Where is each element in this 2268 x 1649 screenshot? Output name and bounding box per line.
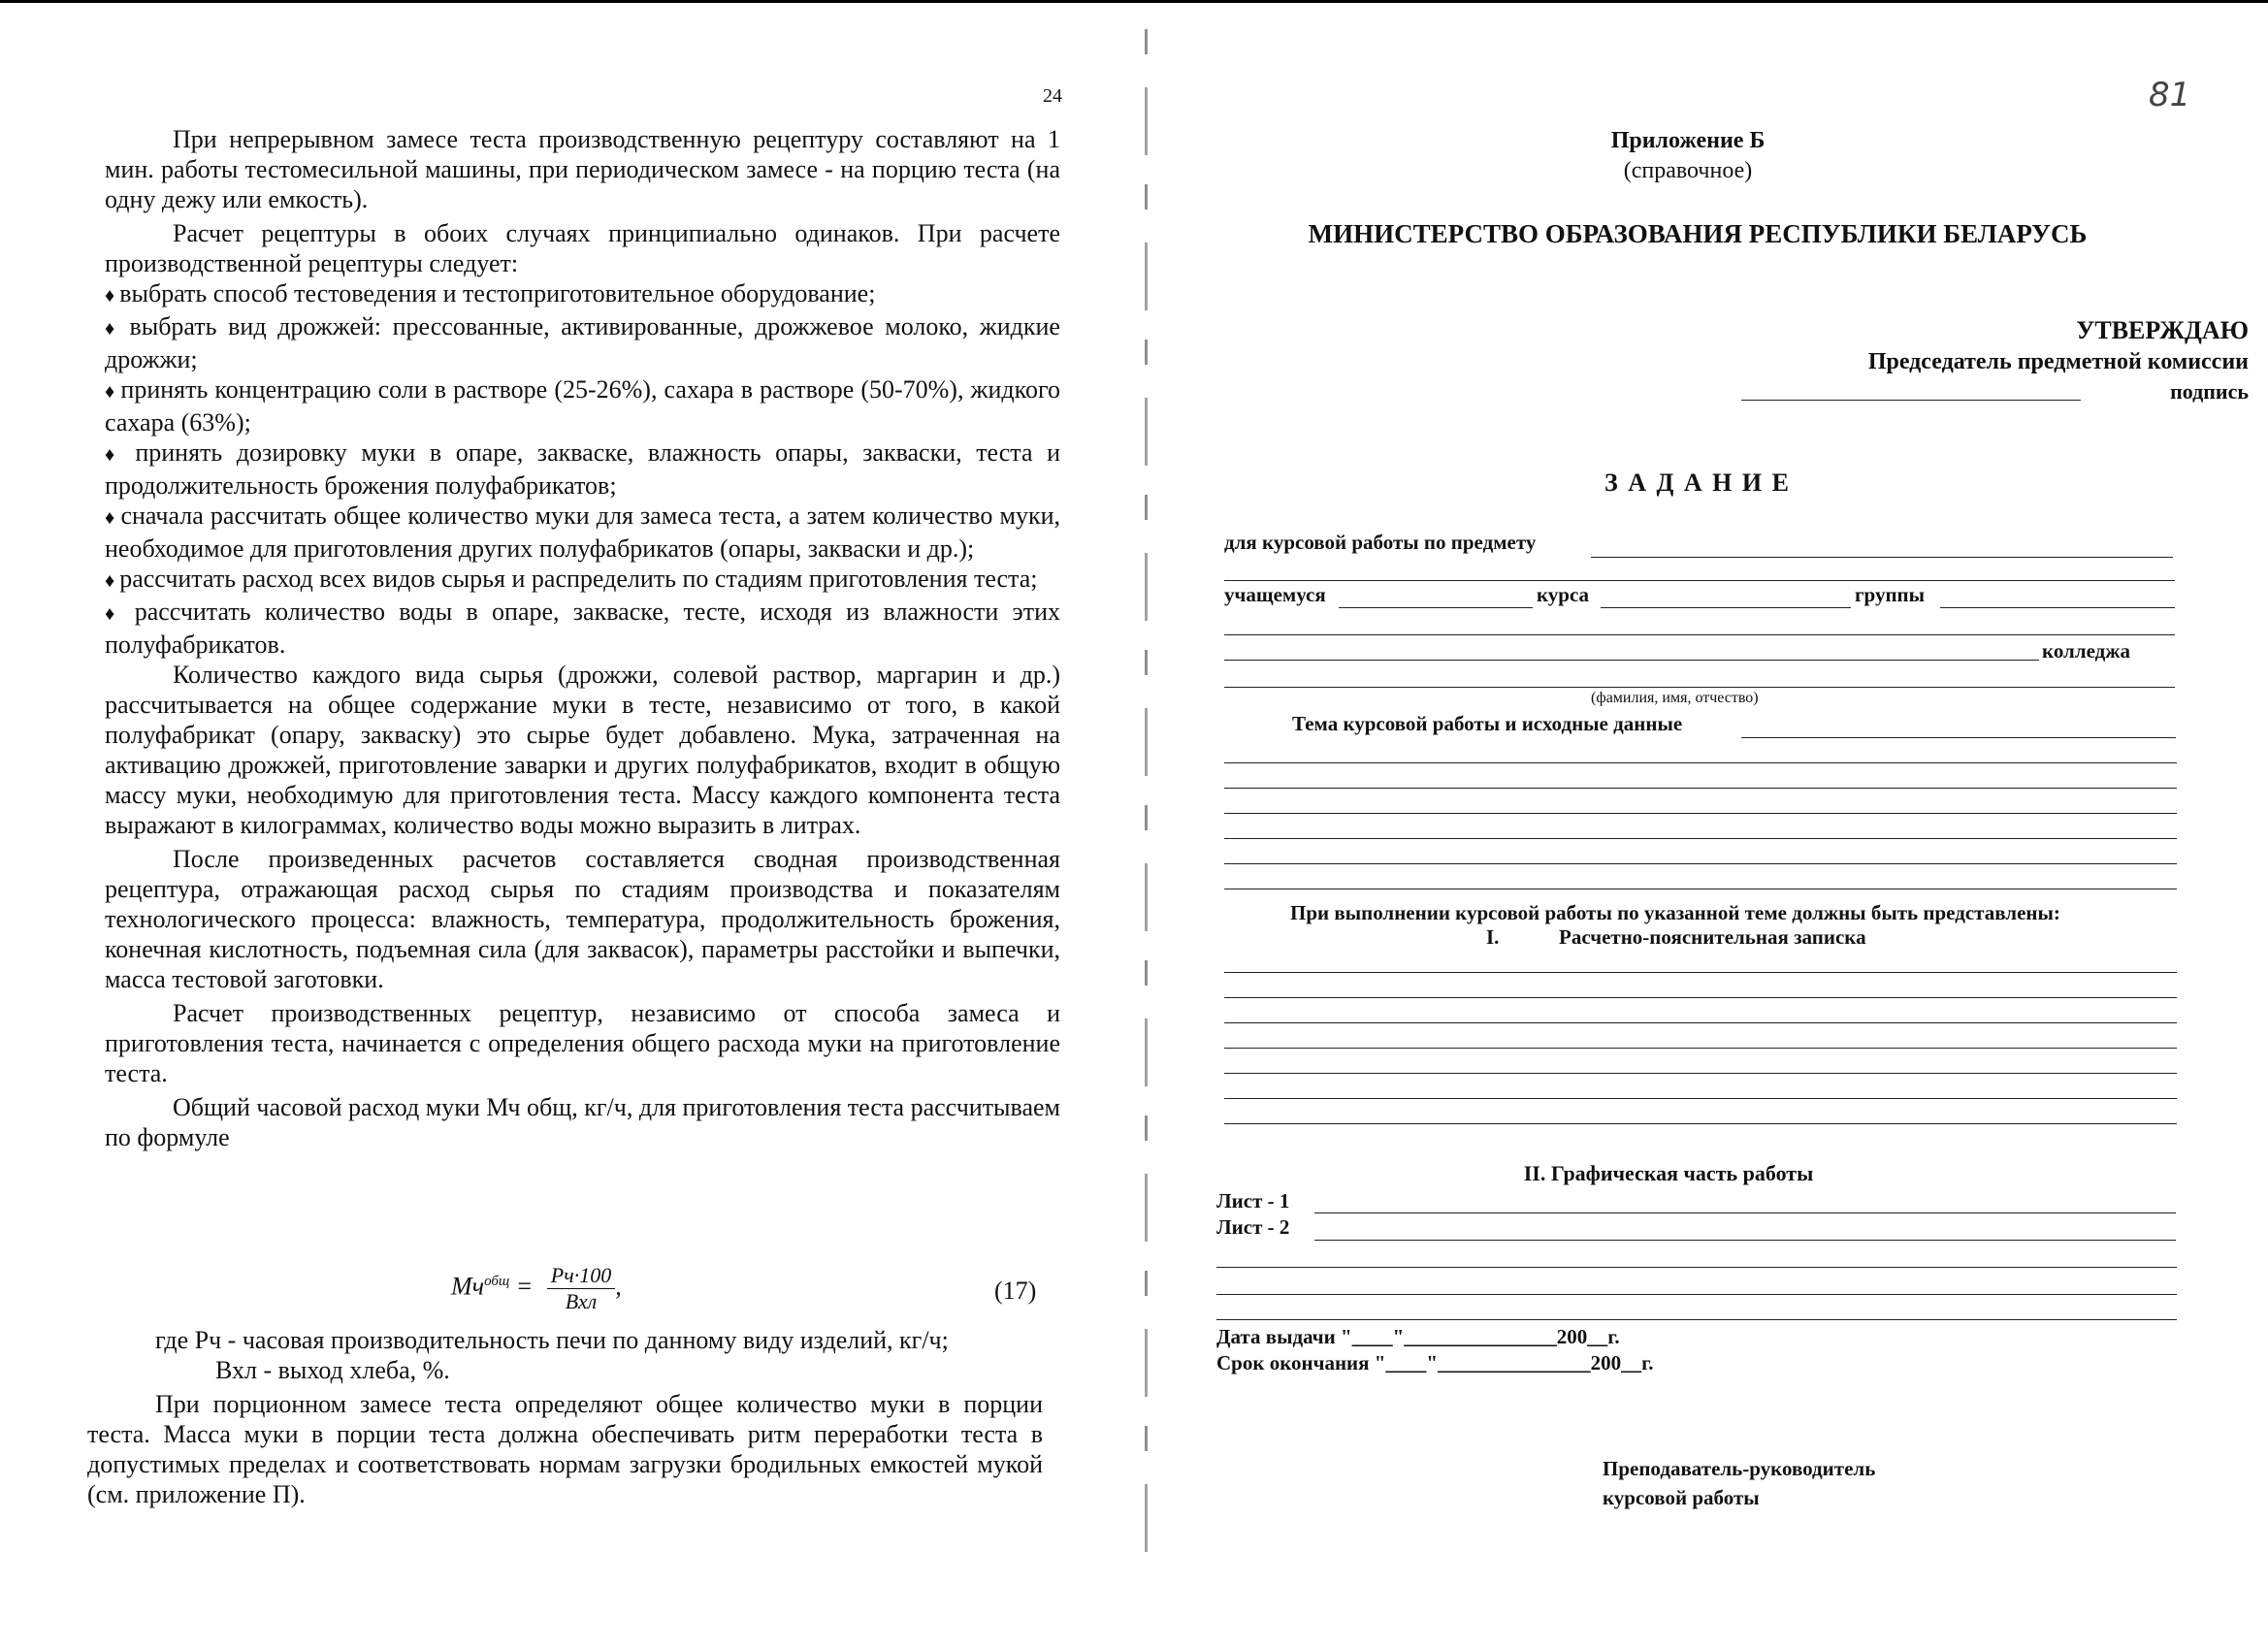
issue-date-label: Дата выдачи "____"_______________200__г. xyxy=(1216,1325,1620,1348)
student-label: учащемуся xyxy=(1224,583,1326,606)
blank-line xyxy=(1224,997,2177,998)
task-title: З А Д А Н И Е xyxy=(1604,469,1791,497)
formula-legend xyxy=(155,1325,1057,1385)
paragraph: Расчет производственных рецептур, независимо от способа замеса и приготовления теста, начинается с определения общего расхода муки на приготовление теста. xyxy=(105,999,1060,1087)
left-text-bottom xyxy=(87,1389,1043,1509)
blank-line xyxy=(1224,838,2177,839)
blank-line xyxy=(1224,863,2177,864)
bullet-item: ♦ принять дозировку муки в опаре, закваске, влажность опары, закваски, теста и продолжительность брожения полуфабрикатов; xyxy=(105,437,1060,501)
sheet-2-line xyxy=(1314,1240,2176,1241)
deadline-label: Срок окончания "____"_______________200__г. xyxy=(1216,1351,1654,1374)
appendix-subtitle: (справочное) xyxy=(1623,158,1753,183)
college-line xyxy=(1224,660,2039,661)
part-2-title: II. Графическая часть работы xyxy=(1523,1161,1814,1185)
course-work-subject-label: для курсовой работы по предмету xyxy=(1224,531,1537,554)
must-present-label: При выполнении курсовой работы по указанной теме должны быть представлены: xyxy=(1290,901,2060,924)
sheet-2-label: Лист - 2 xyxy=(1216,1215,1290,1239)
handwritten-page-number: 81 xyxy=(2149,76,2191,114)
topic-line xyxy=(1741,737,2176,738)
blank-line xyxy=(1224,1123,2177,1124)
paragraph: После произведенных расчетов составляется сводная производственная рецептура, отражающая расход сырья по стадиям производства и показателям технологического процесса: влажность, температура, продолжительность брожения, конечная кислотность, подъемная сила (для заквасок), параметры расстойки и выпечки, масса тестовой заготовки. xyxy=(105,845,1060,993)
blank-line xyxy=(1216,1267,2177,1268)
paragraph: Расчет рецептуры в обоих случаях принципиально одинаков. При расчете производственной рецептуры следует: xyxy=(105,219,1060,277)
paragraph: При порционном замесе теста определяют общее количество муки в порции теста. Масса муки в порции теста должна обеспечивать ритм переработки теста в допустимых пределах и соответствовать нормам загрузки бродильных емкостей мукой (см. приложение П). xyxy=(87,1390,1043,1508)
bullet-item: ♦ сначала рассчитать общее количество муки для замеса теста, а затем количество муки, необходимое для приготовления других полуфабрикатов (опары, закваски и др.); xyxy=(105,501,1060,564)
chairman-label: Председатель предметной комиссии xyxy=(1867,349,2249,374)
blank-line xyxy=(1216,1319,2177,1320)
blank-line xyxy=(1216,1294,2177,1295)
bullet-item: ♦ выбрать способ тестоведения и тестоприготовительное оборудование; xyxy=(105,278,1060,311)
ministry-header: МИНИСТЕРСТВО ОБРАЗОВАНИЯ РЕСПУБЛИКИ БЕЛАРУСЬ xyxy=(1308,219,2088,248)
blank-line xyxy=(1224,788,2177,789)
course-line xyxy=(1601,607,1851,608)
part-1-number: I. xyxy=(1486,925,1500,949)
college-label: колледжа xyxy=(2042,639,2131,663)
bullet-item: ♦ принять концентрацию соли в растворе (25-26%), сахара в растворе (50-70%), жидкого сахара (63%); xyxy=(105,374,1060,437)
left-text-top xyxy=(105,124,1060,1152)
blank-line xyxy=(1224,1022,2177,1023)
fio-caption: (фамилия, имя, отчество) xyxy=(1591,690,1759,706)
right-page xyxy=(1135,0,2268,1649)
blank-line xyxy=(1224,687,2175,688)
group-label: группы xyxy=(1855,583,1926,606)
formula-lhs: Мч xyxy=(451,1272,485,1301)
sheet-1-label: Лист - 1 xyxy=(1216,1189,1290,1212)
formula-numerator: Рч·100 xyxy=(547,1263,615,1289)
formula-17: $Мч^{общ}$ = $\frac{Рч\cdot 100}{\text{Вхл}}$ , xyxy=(451,1263,622,1313)
paragraph: При непрерывном замесе теста производственную рецептуру составляют на 1 мин. работы тестомесильной машины, при периодическом замесе - на порцию теста (на одну дежу или емкость). xyxy=(105,125,1060,213)
paragraph: Общий часовой расход муки Мч общ, кг/ч, для приготовления теста рассчитываем по формуле xyxy=(105,1093,1060,1151)
where-line: Вхл - выход хлеба, %. xyxy=(215,1356,450,1384)
formula-denominator: Вхл xyxy=(565,1289,598,1313)
blank-line xyxy=(1224,972,2177,973)
sheet-1-line xyxy=(1314,1212,2176,1213)
blank-line xyxy=(1224,762,2177,763)
appendix-title: Приложение Б xyxy=(1610,128,1766,153)
paragraph: Количество каждого вида сырья (дрожжи, солевой раствор, маргарин и др.) рассчитывается на общее содержание муки в тесте, независимо от того, в какой полуфабрикат (опару, закваску) это сырье будет добавлено. Мука, затраченная на активацию дрожжей, приготовление заварки и других полуфабрикатов, входит в общую массу муки, необходимую для приготовления теста. Массу каждого компонента теста выражают в килограммах, количество воды можно выразить в литрах. xyxy=(105,661,1060,839)
subject-line xyxy=(1591,557,2173,558)
blank-line xyxy=(1224,813,2177,814)
student-line xyxy=(1339,607,1533,608)
approve-heading: УТВЕРЖДАЮ xyxy=(2076,316,2249,344)
topic-label: Тема курсовой работы и исходные данные xyxy=(1292,712,1683,735)
signature-label: подпись xyxy=(2170,379,2249,404)
group-line xyxy=(1940,607,2175,608)
formula-number: (17) xyxy=(994,1277,1037,1305)
bullet-item: ♦ рассчитать количество воды в опаре, закваске, тесте, исходя из влажности этих полуфабрикатов. xyxy=(105,597,1060,660)
blank-line xyxy=(1224,1048,2177,1049)
blank-line xyxy=(1224,634,2175,635)
where-line: где Рч - часовая производительность печи по данному виду изделий, кг/ч; xyxy=(155,1326,949,1354)
blank-line xyxy=(1224,580,2175,581)
bullet-item: ♦ рассчитать расход всех видов сырья и распределить по стадиям приготовления теста; xyxy=(105,564,1060,597)
page-number: 24 xyxy=(1043,85,1062,107)
teacher-label-line-1: Преподаватель-руководитель xyxy=(1603,1457,1876,1480)
part-1-title: Расчетно-пояснительная записка xyxy=(1559,925,1866,949)
blank-line xyxy=(1224,1098,2177,1099)
formula-lhs-sup: общ xyxy=(484,1273,510,1289)
teacher-label-line-2: курсовой работы xyxy=(1603,1486,1760,1509)
signature-line xyxy=(1741,400,2081,401)
bullet-item: ♦ выбрать вид дрожжей: прессованные, активированные, дрожжевое молоко, жидкие дрожжи; xyxy=(105,311,1060,374)
formula-fraction xyxy=(547,1263,615,1314)
course-label: курса xyxy=(1537,583,1590,606)
blank-line xyxy=(1224,1073,2177,1074)
